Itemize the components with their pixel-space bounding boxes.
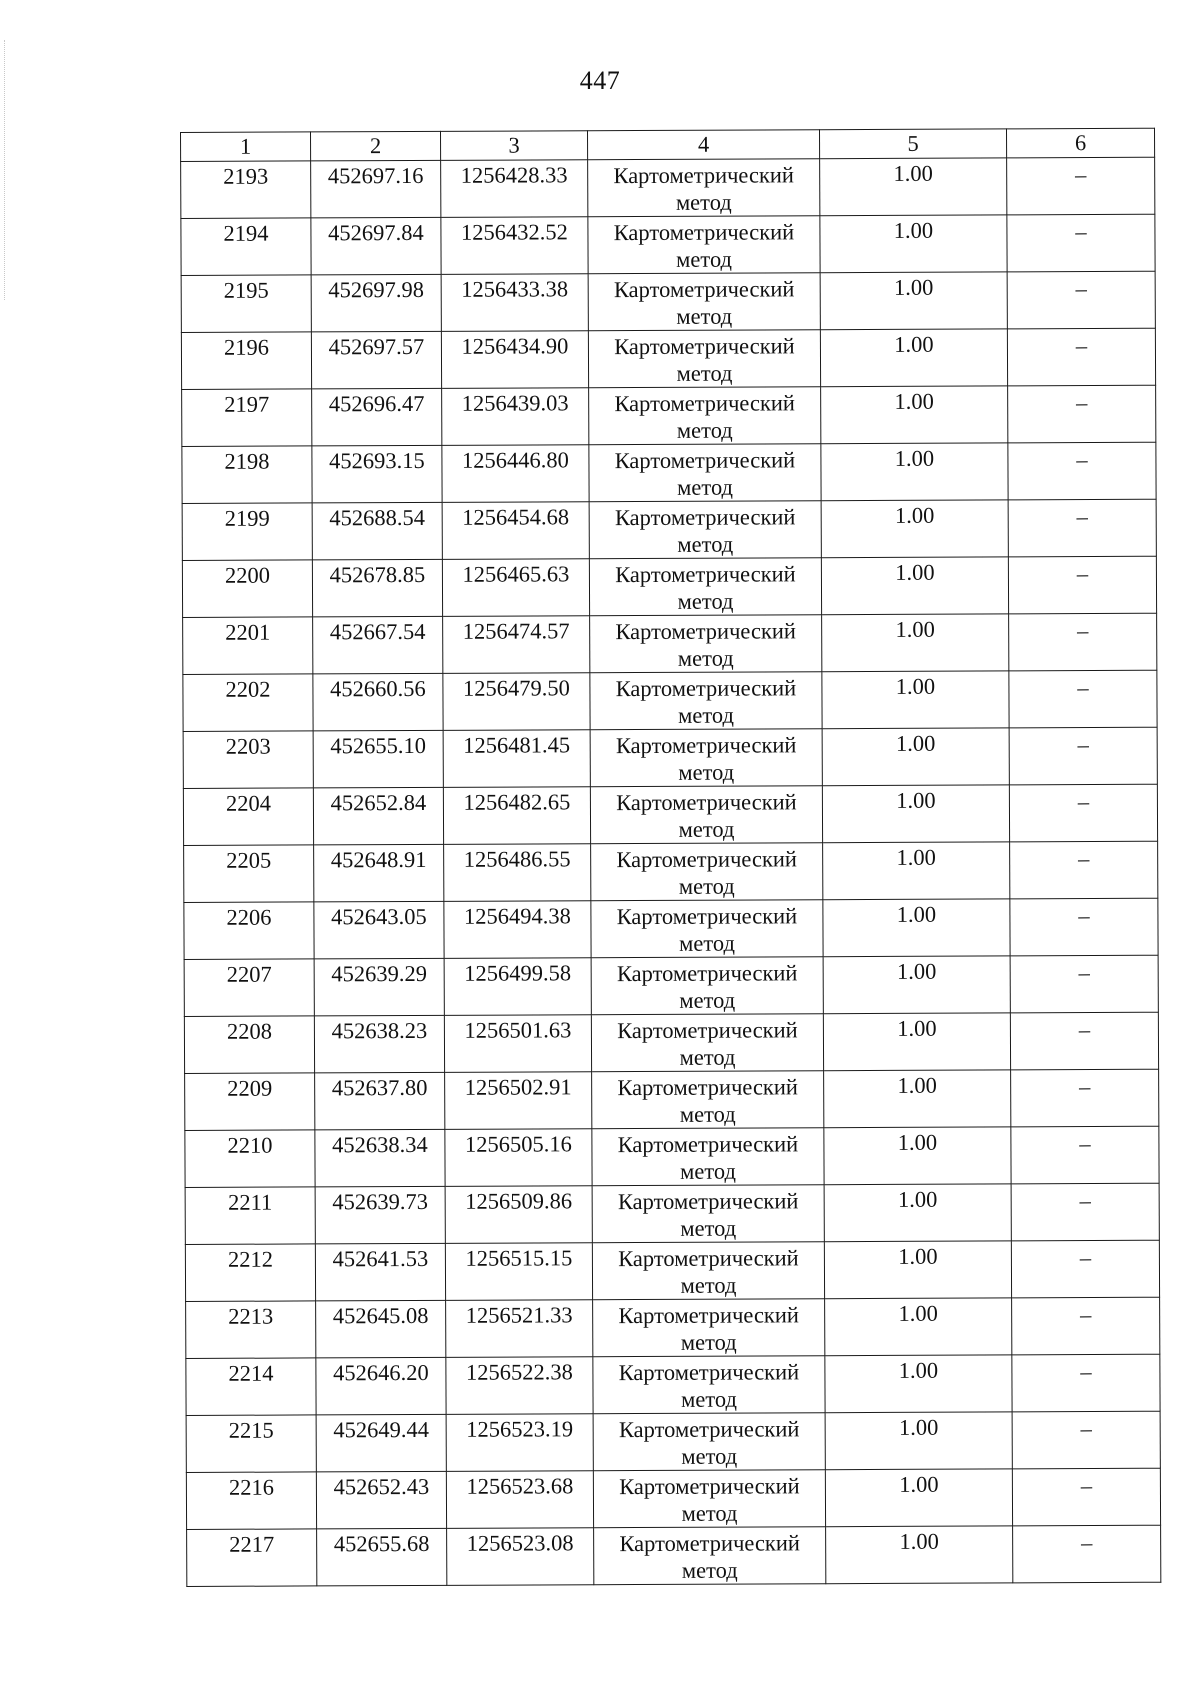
y-coordinate-cell: 1256523.08 [447,1528,594,1586]
point-number-cell: 2197 [182,389,312,447]
method-line-1: Картометрический [614,333,795,360]
y-coordinate-cell: 1256523.68 [446,1471,593,1529]
point-number-cell: 2214 [186,1358,316,1416]
method-cell [590,729,822,787]
method-line-2: метод [676,246,733,272]
y-coordinate-cell: 1256482.65 [443,787,590,845]
method-cell [591,900,823,958]
y-coordinate-cell: 1256428.33 [441,160,588,218]
point-number-cell: 2202 [183,674,313,732]
y-coordinate-cell: 1256474.57 [443,616,590,674]
accuracy-cell: 1.00 [824,1241,1011,1299]
y-coordinate-cell: 1256501.63 [444,1015,591,1073]
x-coordinate-cell: 452641.53 [315,1243,445,1301]
point-number-cell: 2193 [181,161,311,219]
method-line-2: метод [677,531,734,557]
x-coordinate-cell: 452652.84 [313,787,443,845]
description-cell: – [1007,157,1155,215]
accuracy-cell: 1.00 [823,899,1010,957]
method-cell [589,444,821,502]
point-number-cell: 2208 [184,1016,314,1074]
method-line-2: метод [679,987,736,1013]
x-coordinate-cell: 452660.56 [313,673,443,731]
y-coordinate-cell: 1256479.50 [443,673,590,731]
description-cell: – [1012,1411,1160,1469]
method-cell [593,1470,825,1528]
y-coordinate-cell: 1256433.38 [441,274,588,332]
method-line-1: Картометрический [614,447,796,474]
description-cell: – [1008,385,1156,443]
y-coordinate-cell: 1256486.55 [444,844,591,902]
x-coordinate-cell: 452646.20 [316,1357,446,1415]
table-row [181,271,1155,332]
y-coordinate-cell: 1256505.16 [445,1129,592,1187]
x-coordinate-cell: 452693.15 [312,445,442,503]
method-line-1: Картометрический [615,618,796,645]
x-coordinate-cell: 452655.10 [313,730,443,788]
method-line-2: метод [677,588,734,614]
table-row [181,328,1155,389]
description-cell: – [1007,271,1155,329]
method-line-1: Картометрический [618,1416,800,1443]
method-line-2: метод [678,759,735,785]
description-cell: – [1012,1354,1160,1412]
accuracy-cell: 1.00 [820,329,1007,387]
table-row [184,898,1158,959]
method-line-1: Картометрический [617,1074,798,1101]
description-cell: – [1011,1240,1159,1298]
method-line-2: метод [678,816,735,842]
point-number-cell: 2204 [183,788,313,846]
point-number-cell: 2210 [185,1130,315,1188]
method-line-2: метод [681,1443,738,1469]
table-row [183,784,1157,845]
description-cell: – [1011,1183,1159,1241]
x-coordinate-cell: 452697.16 [311,160,441,218]
method-line-1: Картометрический [618,1302,799,1329]
accuracy-cell: 1.00 [820,158,1007,216]
method-cell [590,672,822,730]
method-cell [593,1356,825,1414]
header-cell-5: 5 [819,129,1006,159]
description-cell: – [1010,898,1158,956]
method-line-2: метод [680,1272,737,1298]
y-coordinate-cell: 1256439.03 [442,388,589,446]
method-cell [589,387,821,445]
x-coordinate-cell: 452638.34 [315,1129,445,1187]
method-line-1: Картометрический [616,846,797,873]
method-line-2: метод [676,360,733,386]
method-cell [588,273,820,331]
description-cell: – [1010,841,1158,899]
table-row [182,556,1156,617]
description-cell: – [1008,442,1156,500]
method-line-2: метод [678,873,735,899]
method-line-2: метод [676,417,733,443]
method-cell [592,1128,824,1186]
method-line-1: Картометрический [618,1245,799,1272]
y-coordinate-cell: 1256481.45 [443,730,590,788]
y-coordinate-cell: 1256499.58 [444,958,591,1016]
method-line-1: Картометрический [619,1530,800,1557]
table-row [185,1126,1159,1187]
point-number-cell: 2205 [184,845,314,903]
accuracy-cell: 1.00 [824,1127,1011,1185]
method-line-2: метод [676,303,733,329]
method-line-2: метод [677,474,734,500]
table-row [182,499,1156,560]
table-row [181,214,1155,275]
method-line-1: Картометрический [613,276,795,303]
accuracy-cell: 1.00 [825,1355,1012,1413]
point-number-cell: 2216 [186,1472,316,1530]
point-number-cell: 2211 [185,1187,315,1245]
accuracy-cell: 1.00 [822,728,1009,786]
point-number-cell: 2209 [185,1073,315,1131]
method-line-1: Картометрический [617,1131,799,1158]
header-cell-4: 4 [587,130,819,160]
accuracy-cell: 1.00 [825,1412,1012,1470]
point-number-cell: 2200 [182,560,312,618]
accuracy-cell: 1.00 [821,386,1008,444]
y-coordinate-cell: 1256465.63 [442,559,589,617]
accuracy-cell: 1.00 [821,443,1008,501]
description-cell: – [1011,1126,1159,1184]
method-cell [588,330,820,388]
method-line-2: метод [680,1158,736,1184]
method-cell [588,159,820,217]
method-line-2: метод [679,1101,736,1127]
accuracy-cell: 1.00 [822,614,1009,672]
method-cell [592,1071,824,1129]
accuracy-cell: 1.00 [826,1526,1013,1584]
method-line-1: Картометрический [618,1359,800,1386]
method-cell [589,501,821,559]
point-number-cell: 2196 [181,332,311,390]
point-number-cell: 2201 [183,617,313,675]
method-line-2: метод [681,1386,737,1412]
method-line-1: Картометрический [613,162,794,189]
x-coordinate-cell: 452688.54 [312,502,442,560]
point-number-cell: 2206 [184,902,314,960]
method-line-1: Картометрический [614,390,795,417]
point-number-cell: 2217 [187,1529,317,1587]
point-number-cell: 2213 [186,1301,316,1359]
method-line-2: метод [680,1215,737,1241]
x-coordinate-cell: 452655.68 [317,1528,447,1586]
table-row [185,1069,1159,1130]
method-line-1: Картометрический [615,675,797,702]
description-cell: – [1008,556,1156,614]
point-number-cell: 2203 [183,731,313,789]
method-line-1: Картометрический [613,219,795,246]
method-cell [593,1413,825,1471]
table-row [183,613,1157,674]
accuracy-cell: 1.00 [823,842,1010,900]
method-line-2: метод [677,645,734,671]
table-row [184,955,1158,1016]
y-coordinate-cell: 1256509.86 [445,1186,592,1244]
description-cell: – [1008,499,1156,557]
accuracy-cell: 1.00 [820,215,1007,273]
header-cell-1: 1 [181,132,311,162]
description-cell: – [1011,1069,1159,1127]
method-line-2: метод [679,1044,736,1070]
point-number-cell: 2207 [184,959,314,1017]
description-cell: – [1007,214,1155,272]
x-coordinate-cell: 452639.73 [315,1186,445,1244]
method-line-1: Картометрический [617,1188,799,1215]
point-number-cell: 2198 [182,446,312,504]
table-header [181,128,1155,161]
y-coordinate-cell: 1256494.38 [444,901,591,959]
point-number-cell: 2195 [181,275,311,333]
x-coordinate-cell: 452697.98 [311,274,441,332]
method-line-2: метод [675,189,732,215]
description-cell: – [1013,1525,1161,1583]
y-coordinate-cell: 1256521.33 [446,1300,593,1358]
table-row [185,1240,1159,1301]
method-line-1: Картометрический [616,789,797,816]
y-coordinate-cell: 1256454.68 [442,502,589,560]
table-row [184,1012,1158,1073]
accuracy-cell: 1.00 [825,1469,1012,1527]
method-cell [594,1527,826,1585]
description-cell: – [1009,784,1157,842]
coordinates-table [180,128,1161,1587]
table-row [185,1183,1159,1244]
y-coordinate-cell: 1256446.80 [442,445,589,503]
method-cell [591,1014,823,1072]
x-coordinate-cell: 452678.85 [312,559,442,617]
y-coordinate-cell: 1256502.91 [445,1072,592,1130]
accuracy-cell: 1.00 [822,671,1009,729]
y-coordinate-cell: 1256523.19 [446,1414,593,1472]
description-cell: – [1009,613,1157,671]
header-row [181,128,1155,161]
method-line-1: Картометрический [614,504,796,531]
x-coordinate-cell: 452649.44 [316,1414,446,1472]
table-row [182,385,1156,446]
table-row [186,1297,1160,1358]
table-row [183,670,1157,731]
table-row [183,727,1157,788]
accuracy-cell: 1.00 [822,785,1009,843]
method-line-1: Картометрический [619,1473,800,1500]
description-cell: – [1010,955,1158,1013]
method-cell [593,1299,825,1357]
x-coordinate-cell: 452697.57 [311,331,441,389]
description-cell: – [1009,670,1157,728]
header-cell-6: 6 [1006,128,1154,158]
method-line-2: метод [680,1329,737,1355]
x-coordinate-cell: 452696.47 [312,388,442,446]
y-coordinate-cell: 1256432.52 [441,217,588,275]
x-coordinate-cell: 452652.43 [316,1471,446,1529]
table-row [186,1354,1160,1415]
x-coordinate-cell: 452643.05 [314,901,444,959]
method-line-2: метод [679,930,736,956]
y-coordinate-cell: 1256434.90 [441,331,588,389]
method-cell [592,1185,824,1243]
accuracy-cell: 1.00 [821,557,1008,615]
table-row [182,442,1156,503]
y-coordinate-cell: 1256515.15 [445,1243,592,1301]
method-line-1: Картометрический [616,903,798,930]
x-coordinate-cell: 452667.54 [313,616,443,674]
accuracy-cell: 1.00 [824,1070,1011,1128]
x-coordinate-cell: 452697.84 [311,217,441,275]
method-line-2: метод [678,702,735,728]
table-row [186,1468,1160,1529]
method-line-2: метод [681,1557,738,1583]
method-cell [591,843,823,901]
point-number-cell: 2215 [186,1415,316,1473]
point-number-cell: 2199 [182,503,312,561]
description-cell: – [1012,1468,1160,1526]
description-cell: – [1010,1012,1158,1070]
x-coordinate-cell: 452639.29 [314,958,444,1016]
accuracy-cell: 1.00 [821,500,1008,558]
y-coordinate-cell: 1256522.38 [446,1357,593,1415]
header-cell-3: 3 [440,131,587,161]
method-line-1: Картометрический [617,1017,798,1044]
method-cell [591,957,823,1015]
method-line-2: метод [681,1500,738,1526]
x-coordinate-cell: 452648.91 [314,844,444,902]
method-cell [590,615,822,673]
description-cell: – [1009,727,1157,785]
method-line-1: Картометрический [615,732,797,759]
table-row [184,841,1158,902]
method-cell [588,216,820,274]
x-coordinate-cell: 452637.80 [315,1072,445,1130]
x-coordinate-cell: 452638.23 [314,1015,444,1073]
table-row [181,157,1155,218]
point-number-cell: 2194 [181,218,311,276]
description-cell: – [1007,328,1155,386]
method-line-1: Картометрический [616,960,798,987]
header-cell-2: 2 [311,131,441,161]
accuracy-cell: 1.00 [825,1298,1012,1356]
accuracy-cell: 1.00 [823,956,1010,1014]
table-row [187,1525,1161,1586]
description-cell: – [1012,1297,1160,1355]
accuracy-cell: 1.00 [823,1013,1010,1071]
point-number-cell: 2212 [185,1244,315,1302]
method-cell [590,786,822,844]
table-body [181,157,1161,1586]
accuracy-cell: 1.00 [820,272,1007,330]
method-line-1: Картометрический [615,561,796,588]
x-coordinate-cell: 452645.08 [316,1300,446,1358]
method-cell [592,1242,824,1300]
accuracy-cell: 1.00 [824,1184,1011,1242]
method-cell [589,558,821,616]
page-number: 447 [579,66,621,95]
table-row [186,1411,1160,1472]
